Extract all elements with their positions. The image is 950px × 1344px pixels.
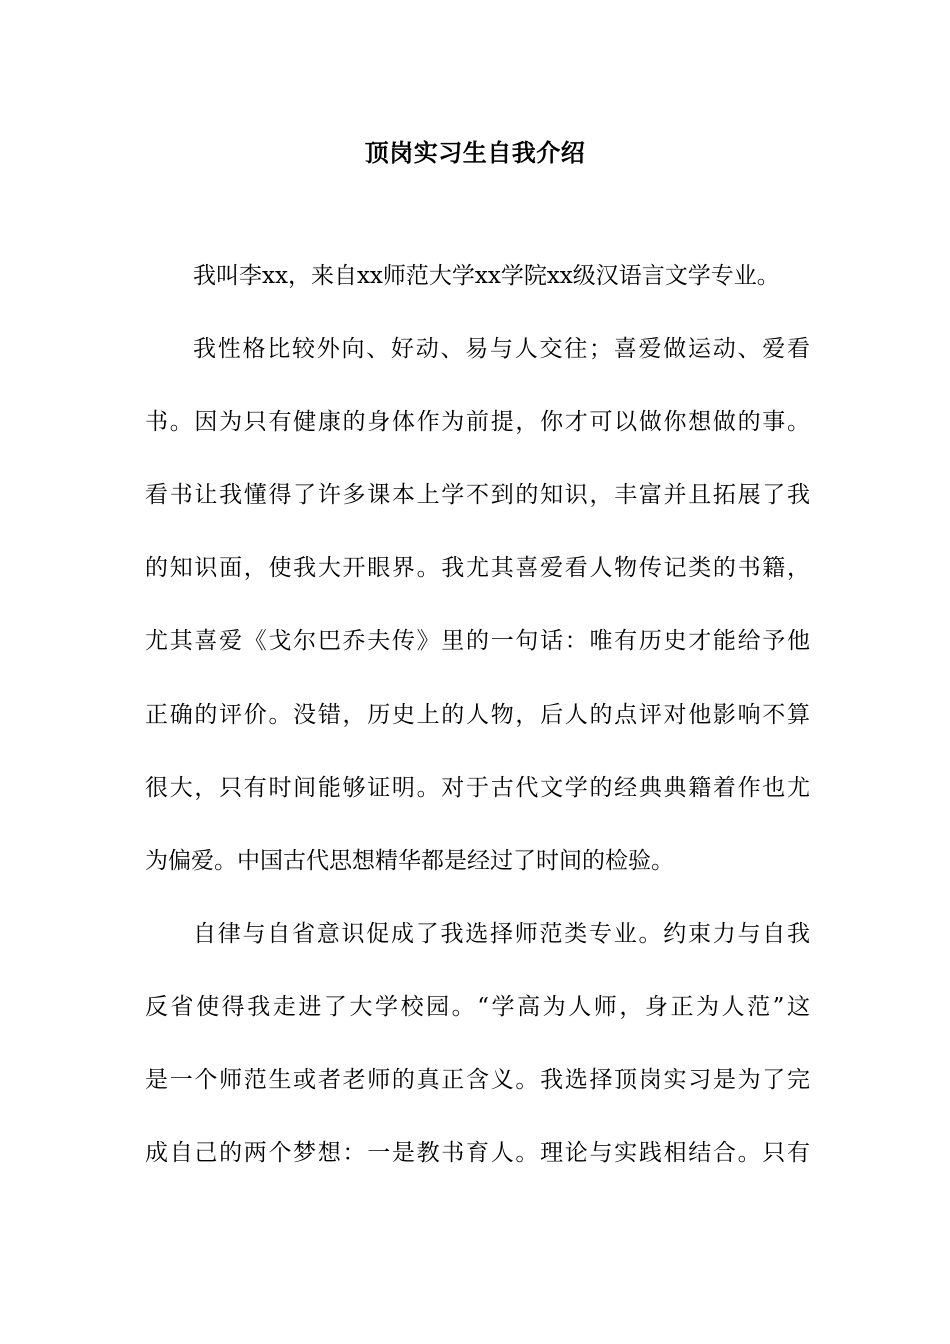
paragraph-line: 成自己的两个梦想：一是教书育人。理论与实践相结合。只有 — [145, 1140, 810, 1167]
paragraph-line: 正确的评价。没错，历史上的人物，后人的点评对他影响不算 — [145, 701, 810, 728]
paragraph-intro — [145, 254, 810, 327]
paragraph-line: 我性格比较外向、好动、易与人交往；喜爱做运动、爱看 — [193, 336, 810, 363]
paragraph-line: 看书让我懂得了许多课本上学不到的知识，丰富并且拓展了我 — [145, 482, 810, 509]
paragraph-line: 自律与自省意识促成了我选择师范类专业。约束力与自我 — [193, 920, 810, 947]
paragraph-personality — [145, 327, 810, 912]
document-title: 顶岗实习生自我介绍 — [364, 138, 586, 167]
paragraph-line: 书。因为只有健康的身体作为前提，你才可以做你想做的事。 — [145, 409, 810, 436]
paragraph-line: 是一个师范生或者老师的真正含义。我选择顶岗实习是为了完 — [145, 1067, 810, 1094]
paragraph-line: 反省使得我走进了大学校园。“学高为人师，身正为人范”这 — [145, 993, 810, 1020]
paragraph-motivation — [145, 912, 810, 1204]
paragraph-line: 尤其喜爱《戈尔巴乔夫传》里的一句话：唯有历史才能给予他 — [145, 628, 810, 655]
paragraph-line: 我叫李xx，来自xx师范大学xx学院xx级汉语言文学专业。 — [193, 263, 780, 289]
document-body — [145, 254, 810, 1204]
paragraph-line: 为偏爱。中国古代思想精华都是经过了时间的检验。 — [145, 847, 674, 874]
paragraph-line: 很大，只有时间能够证明。对于古代文学的经典典籍着作也尤 — [145, 774, 810, 801]
paragraph-line: 的知识面，使我大开眼界。我尤其喜爱看人物传记类的书籍， — [145, 555, 810, 582]
